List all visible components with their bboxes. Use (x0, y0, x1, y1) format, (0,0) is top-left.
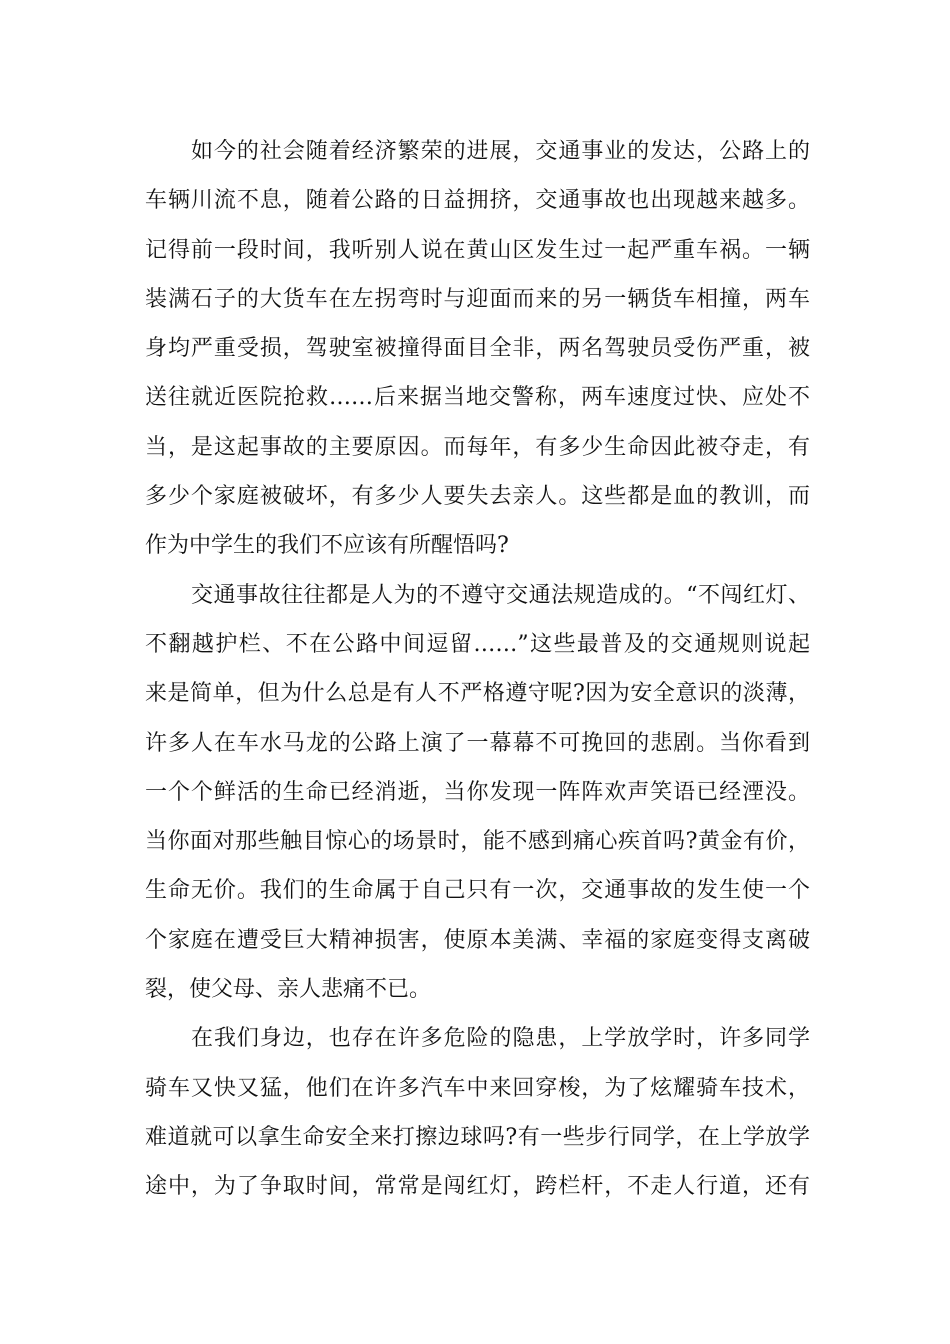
text-line: 个家庭在遭受巨大精神损害，使原本美满、幸福的家庭变得支离破 (145, 927, 810, 953)
text-line: 作为中学生的我们不应该有所醒悟吗? (145, 533, 509, 559)
text-line: 当，是这起事故的主要原因。而每年，有多少生命因此被夺走，有 (145, 434, 810, 460)
text-line: 身均严重受损，驾驶室被撞得面目全非，两名驾驶员受伤严重，被 (145, 336, 810, 362)
paragraph-1 (145, 127, 810, 571)
text-line: 交通事故往往都是人为的不遵守交通法规造成的。“不闯红灯、 (191, 582, 810, 608)
text-line: 途中，为了争取时间，常常是闯红灯，跨栏杆，不走人行道，还有 (145, 1174, 810, 1200)
text-line: 难道就可以拿生命安全来打擦边球吗?有一些步行同学，在上学放学 (145, 1124, 810, 1150)
text-line: 骑车又快又猛，他们在许多汽车中来回穿梭，为了炫耀骑车技术， (145, 1075, 810, 1101)
text-line: 裂，使父母、亲人悲痛不已。 (145, 977, 432, 1003)
text-line: 当你面对那些触目惊心的场景时，能不感到痛心疾首吗?黄金有价， (145, 829, 810, 855)
text-line: 车辆川流不息，随着公路的日益拥挤，交通事故也出现越来越多。 (145, 188, 810, 214)
text-line: 记得前一段时间，我听别人说在黄山区发生过一起严重车祸。一辆 (145, 237, 810, 263)
text-line: 装满石子的大货车在左拐弯时与迎面而来的另一辆货车相撞，两车 (145, 286, 810, 312)
text-line: 来是简单，但为什么总是有人不严格遵守呢?因为安全意识的淡薄， (145, 681, 810, 707)
text-line: 许多人在车水马龙的公路上演了一幕幕不可挽回的悲剧。当你看到 (145, 730, 810, 756)
paragraph-3 (145, 1014, 810, 1211)
text-line: 送往就近医院抢救……后来据当地交警称，两车速度过快、应处不 (145, 385, 810, 411)
text-line: 在我们身边，也存在许多危险的隐患，上学放学时，许多同学 (191, 1026, 810, 1052)
text-line: 生命无价。我们的生命属于自己只有一次，交通事故的发生使一个 (145, 878, 810, 904)
document-body (145, 127, 810, 1212)
text-line: 一个个鲜活的生命已经消逝，当你发现一阵阵欢声笑语已经湮没。 (145, 779, 810, 805)
text-line: 不翻越护栏、不在公路中间逗留……”这些最普及的交通规则说起 (145, 631, 810, 657)
paragraph-2 (145, 571, 810, 1015)
text-line: 多少个家庭被破坏，有多少人要失去亲人。这些都是血的教训，而 (145, 484, 810, 510)
text-line: 如今的社会随着经济繁荣的进展，交通事业的发达，公路上的 (191, 139, 810, 164)
